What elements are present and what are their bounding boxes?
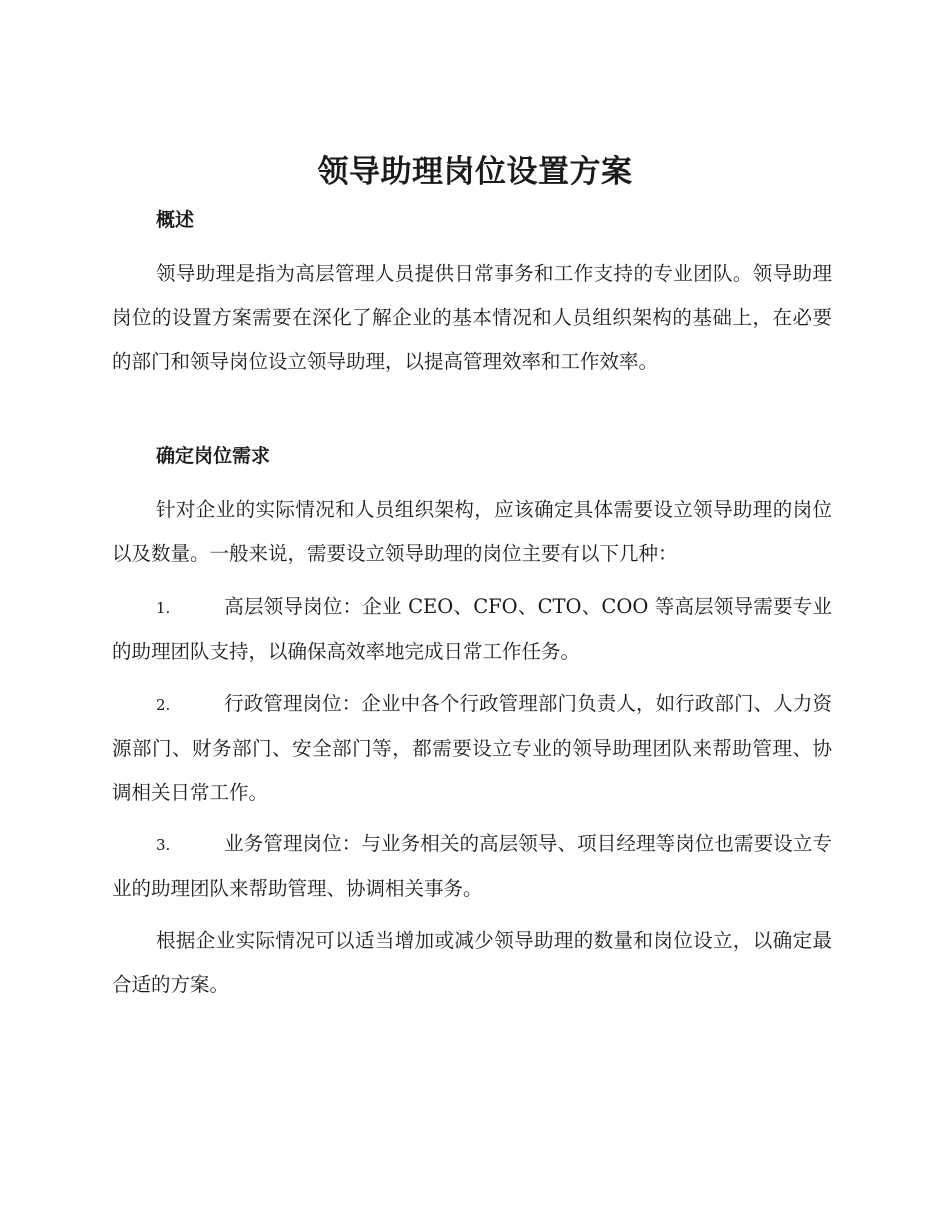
list-item-number: 2. — [156, 696, 171, 714]
section-heading-requirements: 确定岗位需求 — [156, 445, 271, 467]
list-item — [112, 585, 832, 674]
list-item-text: 行政管理岗位：企业中各个行政管理部门负责人，如行政部门、人力资源部门、财务部门、安全部门等，都需要设立专业的领导助理团队来帮助管理、协调相关日常工作。 — [112, 692, 832, 804]
closing-paragraph: 根据企业实际情况可以适当增加或减少领导助理的数量和岗位设立，以确定最合适的方案。 — [112, 929, 832, 996]
list-item-text: 业务管理岗位：与业务相关的高层领导、项目经理等岗位也需要设立专业的助理团队来帮助管理、协调相关事务。 — [112, 832, 832, 900]
list-item-text: 高层领导岗位：企业 CEO、CFO、CTO、COO 等高层领导需要专业的助理团队支持，以确保高效率地完成日常工作任务。 — [112, 595, 832, 663]
page-title: 领导助理岗位设置方案 — [317, 154, 633, 190]
list-item — [112, 822, 832, 911]
overview-paragraph: 领导助理是指为高层管理人员提供日常事务和工作支持的专业团队。领导助理岗位的设置方案需要在深化了解企业的基本情况和人员组织架构的基础上，在必要的部门和领导岗位设立领导助理，以提高管理效率和工作效率。 — [112, 262, 832, 373]
section-heading-overview: 概述 — [156, 209, 195, 231]
requirements-intro-paragraph: 针对企业的实际情况和人员组织架构，应该确定具体需要设立领导助理的岗位以及数量。一般来说，需要设立领导助理的岗位主要有以下几种： — [112, 498, 832, 565]
list-item-number: 3. — [156, 836, 171, 854]
list-item-number: 1. — [156, 599, 171, 617]
list-item — [112, 682, 832, 815]
